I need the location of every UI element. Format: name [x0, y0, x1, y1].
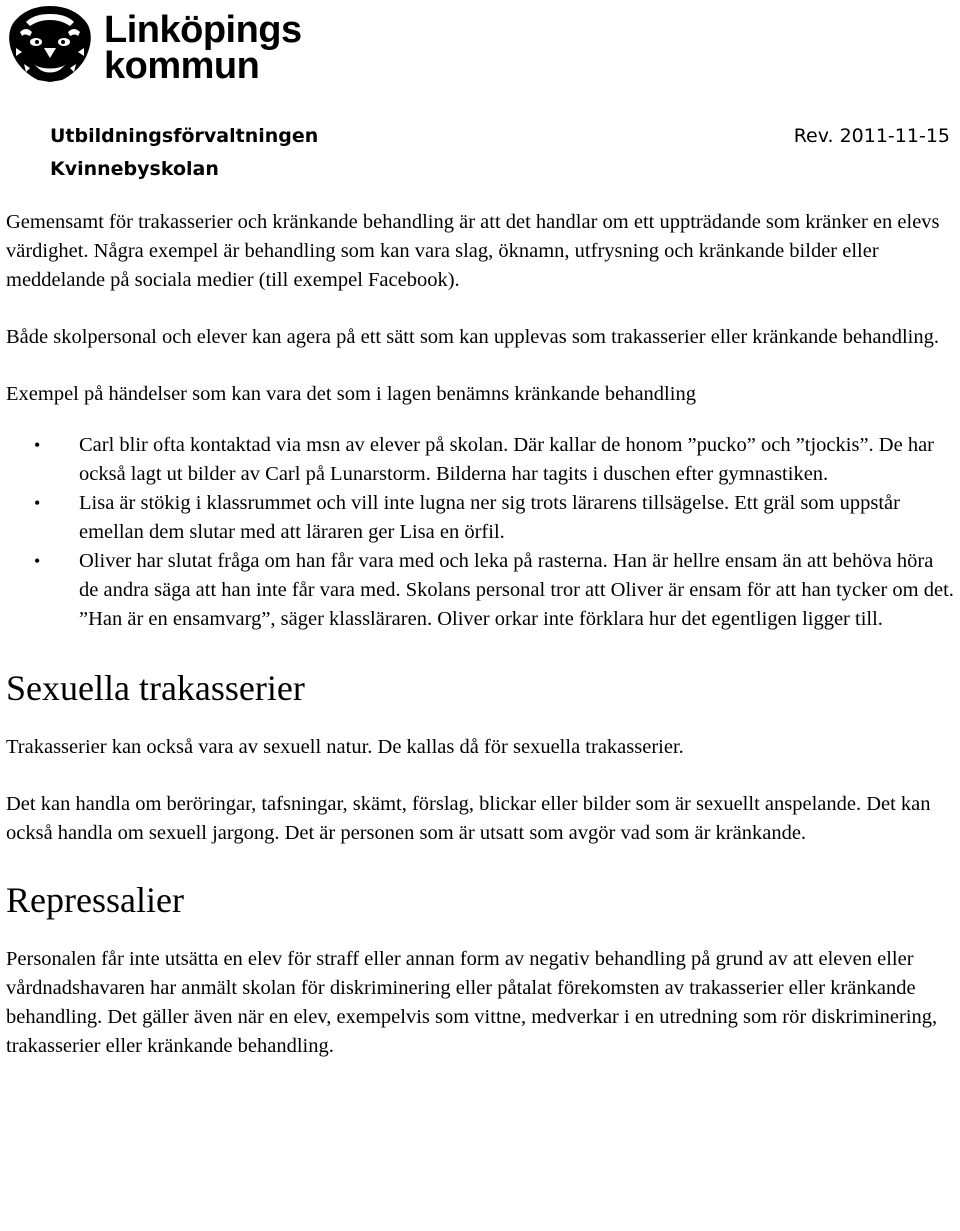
- document-body: [6, 208, 956, 1061]
- logo-line-2: kommun: [104, 45, 260, 87]
- bullet-icon: •: [34, 435, 41, 455]
- intro-paragraph-2: Både skolpersonal och elever kan agera på ett sätt som kan upplevas som trakasserier eller kränkande behandling.: [6, 326, 939, 348]
- list-item: [6, 547, 956, 634]
- example-text: Carl blir ofta kontaktad via msn av elever på skolan. Där kallar de honom ”pucko” och ”tjockis”. De har också lagt ut bilder av Carl på Lunarstorm. Bilderna har tagits i duschen efter gymnastiken.: [79, 434, 935, 485]
- reprisals-paragraph-1: Personalen får inte utsätta en elev för straff eller annan form av negativ behandling på grund av att eleven eller vårdnadshavaren har anmält skolan för diskriminering eller påtalat förekomsten av trakasserier eller kränkande behandling. Det gäller även när en elev, exempelvis som vittne, medverkar i en utredning som rör diskriminering, trakasserier eller kränkande behandling.: [6, 948, 938, 1057]
- logo-wordmark: [104, 2, 302, 87]
- bullet-icon: •: [34, 493, 41, 513]
- intro-paragraph-1: Gemensamt för trakasserier och kränkande behandling är att det handlar om ett uppträdande som kränker en elevs värdighet. Några exempel är behandling som kan vara slag, öknamn, utfrysning och kränkande bilder eller meddelande på sociala medier (till exempel Facebook).: [6, 211, 940, 291]
- list-item: [6, 431, 956, 489]
- lion-head-icon: [4, 2, 96, 84]
- intro-paragraph-3: Exempel på händelser som kan vara det som i lagen benämns kränkande behandling: [6, 383, 696, 405]
- sexual-paragraph-2: Det kan handla om beröringar, tafsningar, skämt, förslag, blickar eller bilder som är sexuellt anspelande. Det kan också handla om sexuell jargong. Det är personen som är utsatt som avgör vad som är kränkande.: [6, 793, 931, 844]
- list-item: [6, 489, 956, 547]
- example-text: Lisa är stökig i klassrummet och vill inte lugna ner sig trots lärarens tillsägelse. Ett gräl som uppstår emellan dem slutar med att läraren ger Lisa en örfil.: [79, 492, 900, 543]
- sexual-paragraph-1: Trakasserier kan också vara av sexuell natur. De kallas då för sexuella trakasserier.: [6, 736, 684, 758]
- bullet-icon: •: [34, 551, 41, 571]
- header-revision: Rev. 2011-11-15: [793, 125, 950, 147]
- example-list: [6, 431, 956, 634]
- logo-line-1: Linköpings: [104, 9, 302, 51]
- heading-reprisals: Repressalier: [6, 880, 184, 920]
- header-school: Kvinnebyskolan: [50, 158, 219, 180]
- header-organization: Utbildningsförvaltningen: [50, 125, 319, 147]
- municipality-logo: [4, 2, 302, 86]
- example-text: Oliver har slutat fråga om han får vara med och leka på rasterna. Han är hellre ensam än att behöva höra de andra säga att han inte får vara med. Skolans personal tror att Oliver är ensam för att han tycker om det. ”Han är en ensamvarg”, säger klassläraren. Oliver orkar inte förklara hur det egentligen ligger till.: [79, 550, 954, 630]
- heading-sexual-harassment: Sexuella trakasserier: [6, 668, 305, 708]
